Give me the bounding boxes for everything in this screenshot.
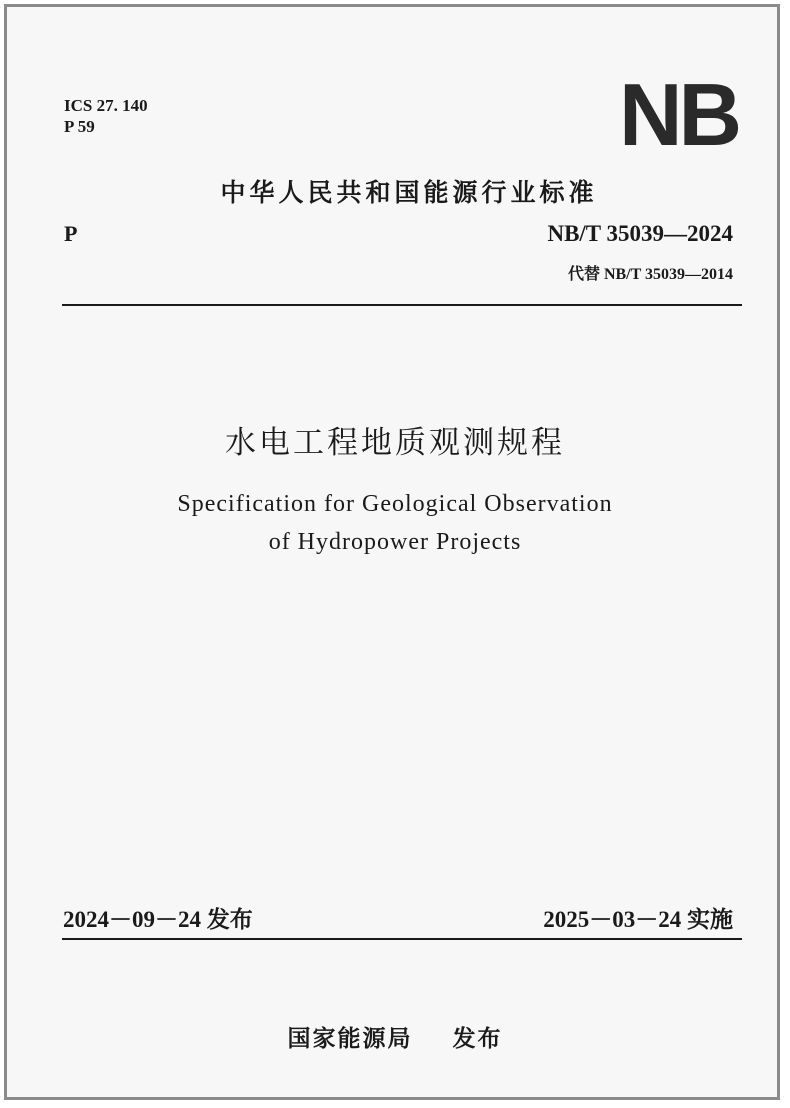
publisher-name: 国家能源局 [287,1026,413,1052]
issue-date: 2024－09－24 发布 [63,907,253,932]
title-english [7,485,783,561]
standard-number: NB/T 35039—2024 [547,221,733,246]
title-chinese: 水电工程地质观测规程 [225,425,565,461]
implementation-date: 2025－03－24 实施 [543,907,733,932]
ics-code: ICS 27. 140 [64,96,148,115]
replaces-standard: 代替 NB/T 35039—2014 [567,266,733,283]
publisher-line [7,1020,783,1053]
bottom-divider [62,938,742,940]
nb-logo: NB [619,65,739,164]
title-english-line2: of Hydropower Projects [268,529,522,555]
standard-category: P [64,221,78,246]
publish-action: 发布 [452,1026,503,1052]
ics-classification [64,95,148,137]
top-divider [62,304,742,306]
ccs-code: P 59 [64,117,95,136]
title-english-line1: Specification for Geological Observation [177,491,613,517]
industry-standard-heading: 中华人民共和国能源行业标准 [220,178,598,207]
document-cover [4,4,780,1100]
